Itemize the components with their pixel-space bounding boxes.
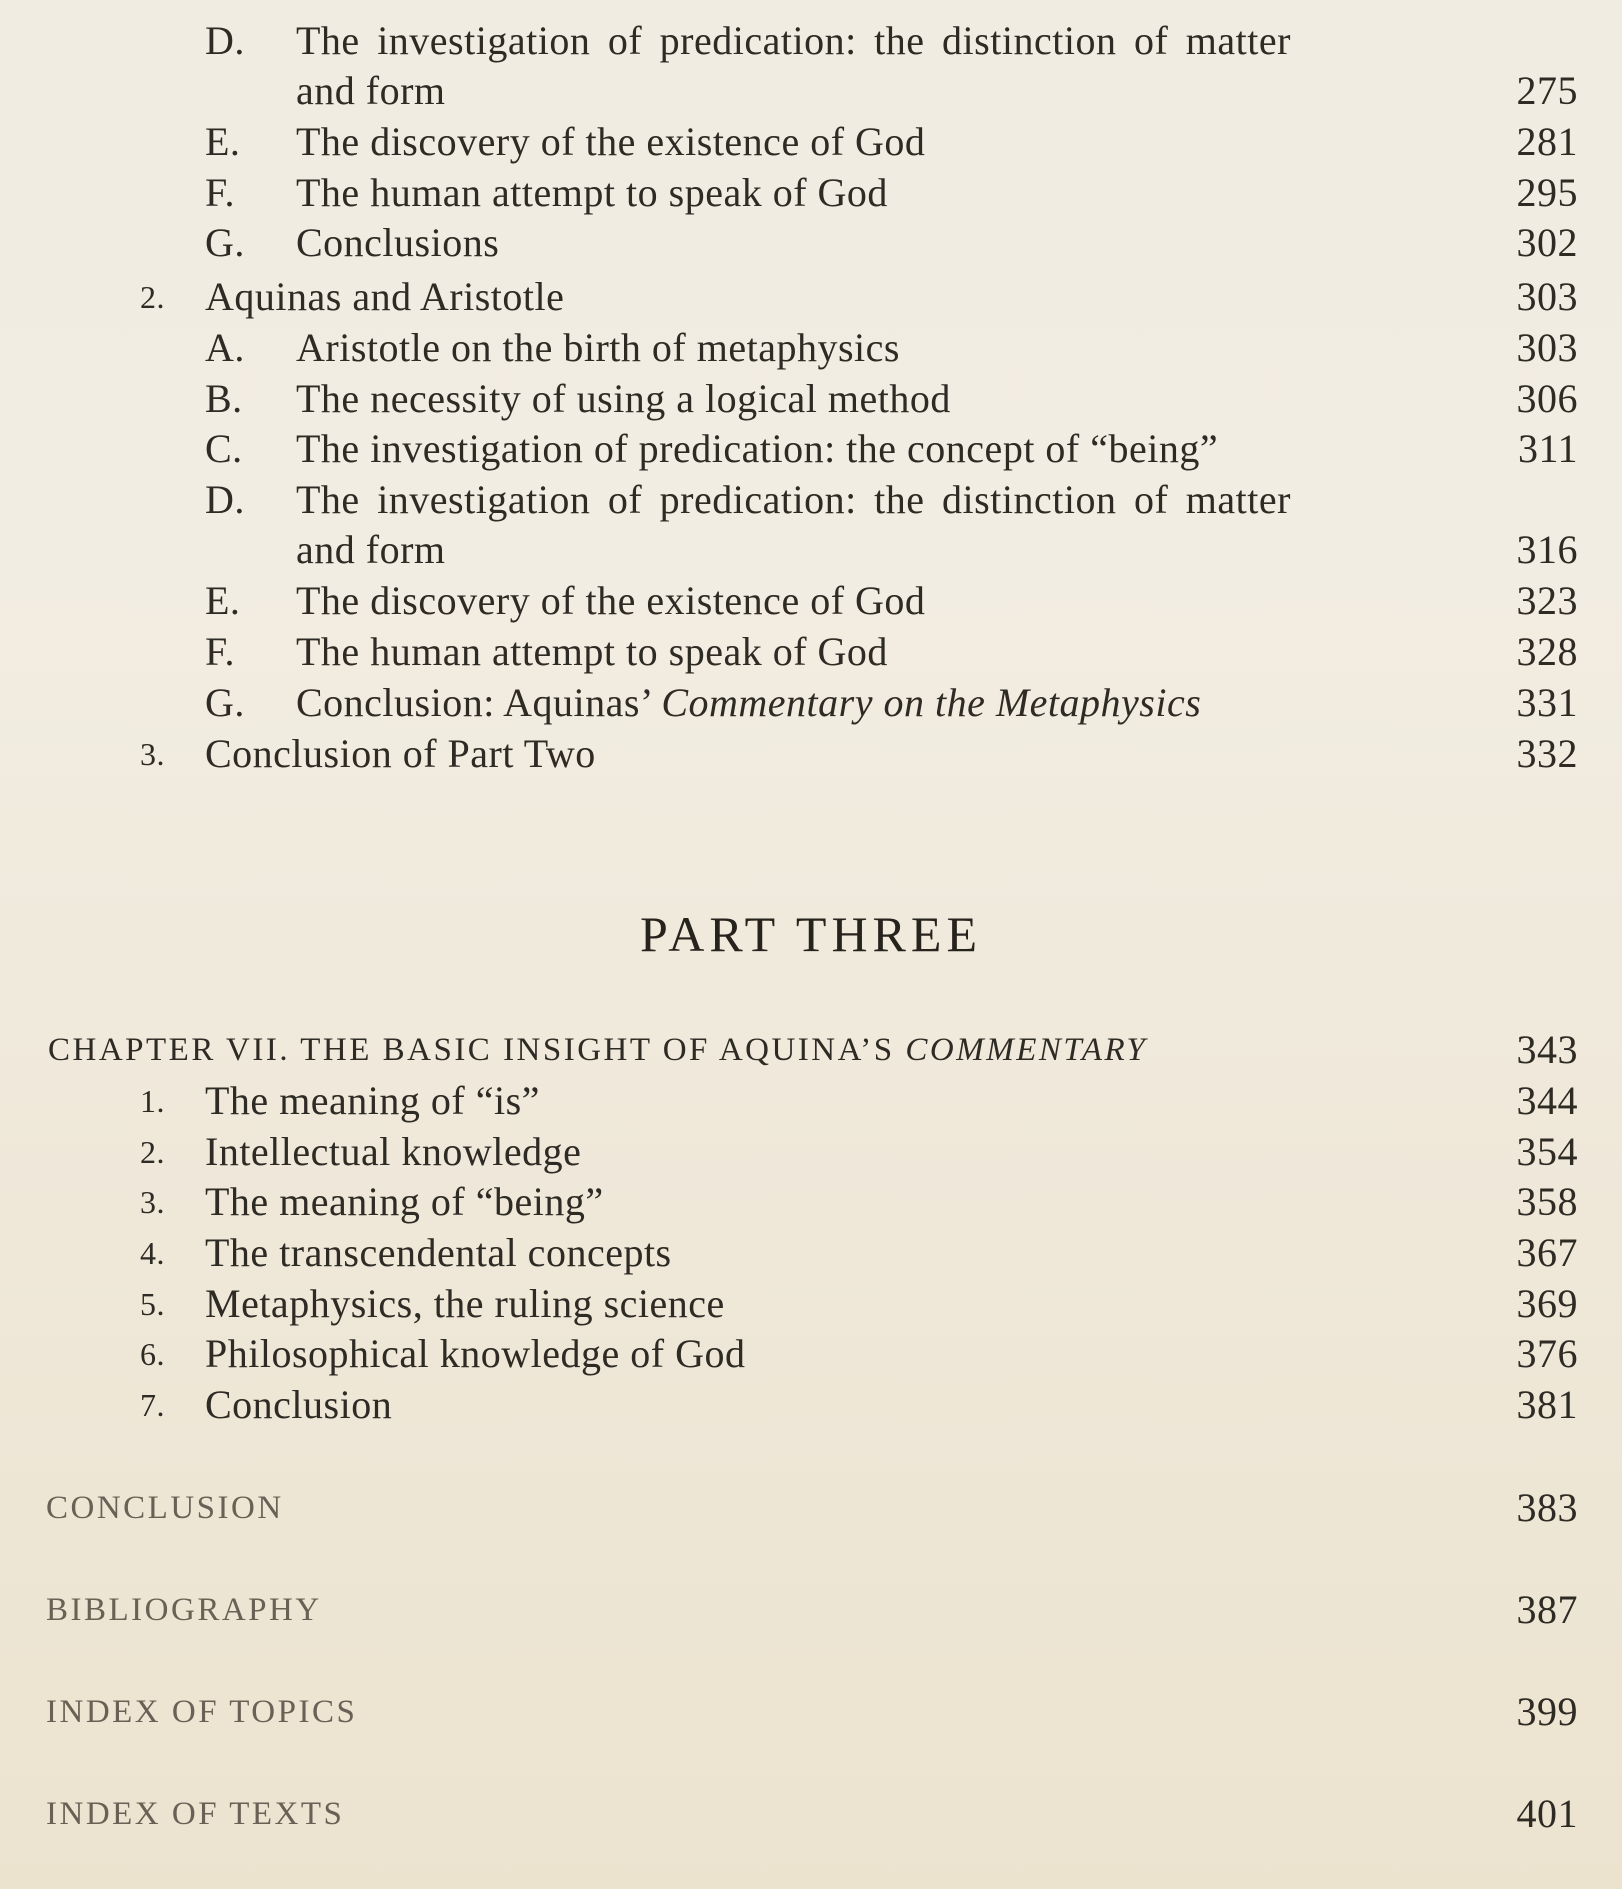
toc-section bbox=[0, 272, 1622, 322]
entry-title: Aristotle on the birth of metaphysics bbox=[296, 325, 900, 370]
back-matter-page-number: 387 bbox=[1516, 1587, 1578, 1632]
entry-title: The human attempt to speak of God bbox=[296, 170, 888, 215]
section-page-number: 303 bbox=[1516, 274, 1578, 319]
section-number: 2. bbox=[140, 279, 165, 315]
toc-entry bbox=[0, 16, 1622, 66]
entry-letter: G. bbox=[205, 220, 245, 265]
entry-title: Conclusions bbox=[296, 220, 500, 265]
section-title: Intellectual knowledge bbox=[205, 1129, 582, 1174]
section-number: 4. bbox=[140, 1235, 165, 1271]
entry-letter: F. bbox=[205, 170, 236, 215]
chapter-title-prefix: CHAPTER VII. THE BASIC INSIGHT OF AQUINA’S bbox=[48, 1032, 906, 1068]
entry-title: The discovery of the existence of God bbox=[296, 578, 926, 623]
chapter-title bbox=[48, 1025, 1147, 1075]
section-number: 3. bbox=[140, 736, 165, 772]
entry-title bbox=[296, 678, 1201, 728]
chapter-page-number: 343 bbox=[1516, 1027, 1578, 1072]
entry-page-number: 306 bbox=[1516, 376, 1578, 421]
entry-page-number: 281 bbox=[1516, 119, 1578, 164]
toc-entry bbox=[0, 374, 1622, 424]
section-page-number: 376 bbox=[1516, 1331, 1578, 1376]
part-heading: PART THREE bbox=[640, 906, 982, 962]
section-number: 6. bbox=[140, 1336, 165, 1372]
section-number: 1. bbox=[140, 1083, 165, 1119]
section-title: Conclusion bbox=[205, 1382, 393, 1427]
toc-section bbox=[0, 1076, 1622, 1126]
entry-title: The discovery of the existence of God bbox=[296, 119, 926, 164]
chapter-title-italic: COMMENTARY bbox=[905, 1032, 1148, 1068]
entry-title: The necessity of using a logical method bbox=[296, 376, 951, 421]
section-number: 3. bbox=[140, 1184, 165, 1220]
section-page-number: 358 bbox=[1516, 1179, 1578, 1224]
entry-title: The investigation of predication: the concept of “being” bbox=[296, 426, 1219, 471]
entry-page-number: 275 bbox=[1516, 68, 1578, 113]
entry-letter: A. bbox=[205, 325, 245, 370]
section-page-number: 332 bbox=[1516, 731, 1578, 776]
entry-letter: E. bbox=[205, 578, 241, 623]
toc-section bbox=[0, 1228, 1622, 1278]
toc-entry bbox=[0, 627, 1622, 677]
entry-title-line1: The investigation of predication: the distinction of matter bbox=[296, 18, 1291, 63]
entry-page-number: 331 bbox=[1516, 680, 1578, 725]
entry-title-line2: and form bbox=[296, 527, 446, 572]
section-title: The meaning of “is” bbox=[205, 1078, 540, 1123]
toc-back-matter bbox=[0, 1789, 1622, 1839]
section-number: 2. bbox=[140, 1134, 165, 1170]
toc-section bbox=[0, 1279, 1622, 1329]
back-matter-page-number: 383 bbox=[1516, 1485, 1578, 1530]
toc-back-matter bbox=[0, 1483, 1622, 1533]
entry-letter: D. bbox=[205, 477, 245, 522]
toc-entry bbox=[0, 475, 1622, 525]
entry-title-line1: The investigation of predication: the distinction of matter bbox=[296, 477, 1291, 522]
section-page-number: 369 bbox=[1516, 1281, 1578, 1326]
entry-title-prefix: Conclusion: Aquinas’ bbox=[296, 680, 662, 725]
entry-page-number: 316 bbox=[1516, 527, 1578, 572]
entry-page-number: 311 bbox=[1517, 426, 1578, 471]
toc-section bbox=[0, 1127, 1622, 1177]
back-matter-title: BIBLIOGRAPHY bbox=[46, 1592, 322, 1628]
toc-entry bbox=[0, 218, 1622, 268]
entry-letter: B. bbox=[205, 376, 243, 421]
toc-entry bbox=[0, 424, 1622, 474]
entry-page-number: 303 bbox=[1516, 325, 1578, 370]
toc-section bbox=[0, 1380, 1622, 1430]
toc-entry-continuation bbox=[0, 525, 1622, 575]
entry-letter: D. bbox=[205, 18, 245, 63]
toc-entry bbox=[0, 117, 1622, 167]
entry-letter: F. bbox=[205, 629, 236, 674]
section-page-number: 354 bbox=[1516, 1129, 1578, 1174]
toc-entry bbox=[0, 168, 1622, 218]
entry-title-line2: and form bbox=[296, 68, 446, 113]
entry-letter: G. bbox=[205, 680, 245, 725]
toc-entry-continuation bbox=[0, 66, 1622, 116]
entry-page-number: 302 bbox=[1516, 220, 1578, 265]
section-page-number: 367 bbox=[1516, 1230, 1578, 1275]
back-matter-title: INDEX OF TOPICS bbox=[46, 1694, 358, 1730]
section-number: 5. bbox=[140, 1286, 165, 1322]
entry-letter: E. bbox=[205, 119, 241, 164]
section-title: The meaning of “being” bbox=[205, 1179, 604, 1224]
toc-entry bbox=[0, 323, 1622, 373]
section-title: The transcendental concepts bbox=[205, 1230, 672, 1275]
back-matter-page-number: 401 bbox=[1516, 1791, 1578, 1836]
toc-entry bbox=[0, 678, 1622, 728]
entry-page-number: 323 bbox=[1516, 578, 1578, 623]
section-page-number: 381 bbox=[1516, 1382, 1578, 1427]
back-matter-page-number: 399 bbox=[1516, 1689, 1578, 1734]
entry-title: The human attempt to speak of God bbox=[296, 629, 888, 674]
toc-section bbox=[0, 1177, 1622, 1227]
section-number: 7. bbox=[140, 1387, 165, 1423]
section-title: Metaphysics, the ruling science bbox=[205, 1281, 725, 1326]
back-matter-title: CONCLUSION bbox=[46, 1490, 284, 1526]
entry-page-number: 295 bbox=[1516, 170, 1578, 215]
entry-title-italic: Commentary on the Metaphysics bbox=[661, 680, 1202, 725]
entry-letter: C. bbox=[205, 426, 243, 471]
toc-entry bbox=[0, 576, 1622, 626]
toc-section bbox=[0, 729, 1622, 779]
section-title: Aquinas and Aristotle bbox=[205, 274, 565, 319]
toc-back-matter bbox=[0, 1585, 1622, 1635]
toc-back-matter bbox=[0, 1687, 1622, 1737]
section-title: Conclusion of Part Two bbox=[205, 731, 596, 776]
section-page-number: 344 bbox=[1516, 1078, 1578, 1123]
section-title: Philosophical knowledge of God bbox=[205, 1331, 746, 1376]
entry-page-number: 328 bbox=[1516, 629, 1578, 674]
toc-section bbox=[0, 1329, 1622, 1379]
toc-chapter bbox=[0, 1025, 1622, 1075]
back-matter-title: INDEX OF TEXTS bbox=[46, 1796, 345, 1832]
